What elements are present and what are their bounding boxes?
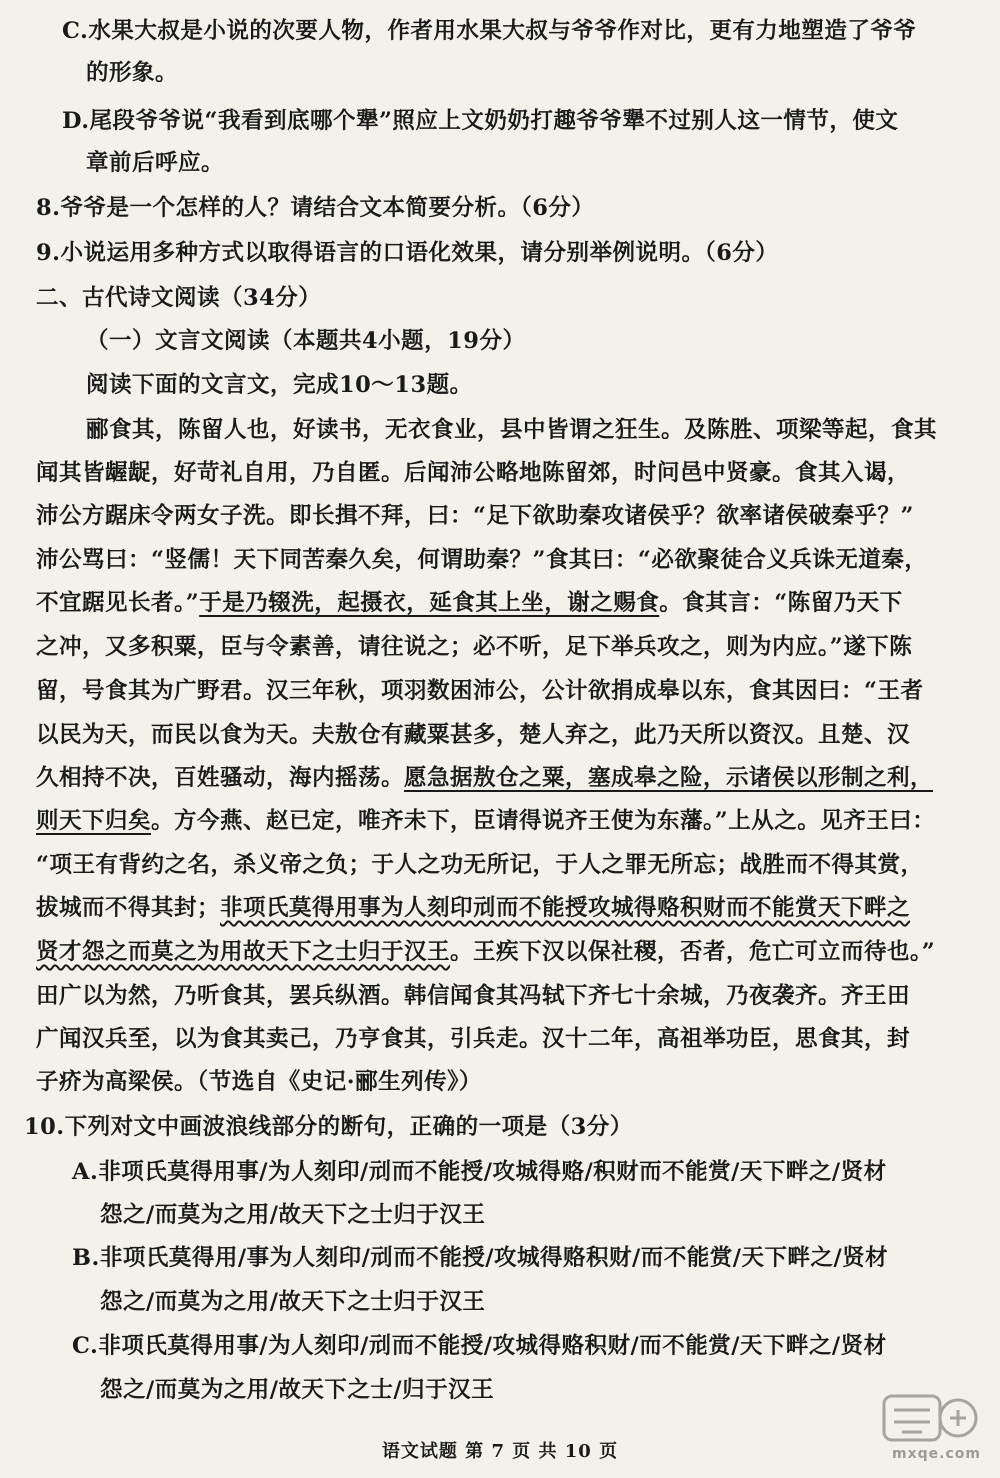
passage-line: 子疥为高梁侯。（节选自《史记·郦生列传》） (36, 1069, 482, 1095)
passage-text: 久相持不决，百姓骚动，海内摇荡。 (36, 765, 405, 791)
question-9: 9.小说运用多种方式以取得语言的口语化效果，请分别举例说明。（6分） (36, 240, 779, 266)
option-d-line1: D.尾段爷爷说“我看到底哪个犟”照应上文奶奶打趣爷爷犟不过别人这一情节，使文 (62, 108, 899, 134)
passage-line: 沛公骂曰：“竖儒！天下同苦秦久矣，何谓助秦？”食其曰：“必欲聚徒合义兵诛无道秦， (36, 547, 928, 573)
section-title-ancient-poetry: 二、古代诗文阅读（34分） (36, 285, 322, 311)
wavy-underlined-section: 非项氏莫得用事为人刻印刓而不能授攻城得赂积财而不能赏天下畔之 (220, 895, 911, 921)
watermark-text: mxqe.com (892, 1446, 981, 1462)
question-8: 8.爷爷是一个怎样的人？请结合文本简要分析。（6分） (36, 195, 595, 221)
passage-text: 。王疾下汉以保社稷，否者，危亡可立而待也。” (450, 939, 936, 965)
option-a-line2: 怨之/而莫为之用/故天下之士归于汉王 (100, 1202, 486, 1228)
subsection-title-classical-chinese: （一）文言文阅读（本题共4小题，19分） (86, 328, 526, 354)
underlined-sentence-2-end: 则天下归矣 (36, 808, 152, 834)
wavy-underlined-section-end: 贤才怨之而莫之为用故天下之士归于汉王 (36, 939, 451, 965)
option-a-line1: A.非项氏莫得用事/为人刻印/刓而不能授/攻城得赂/积财而不能赏/天下畔之/贤材 (72, 1159, 887, 1185)
option-b-line1: B.非项氏莫得用/事为人刻印/刓而不能授/攻城得赂积财/而不能赏/天下畔之/贤材 (72, 1245, 889, 1271)
passage-line (36, 893, 1000, 923)
passage-line: 郦食其，陈留人也，好读书，无衣食业，县中皆谓之狂生。及陈胜、项梁等起，食其 (86, 417, 938, 443)
underlined-sentence-2: 愿急据敖仓之粟，塞成皋之险，示诸侯以形制之利， (404, 765, 934, 791)
passage-text: 不宜踞见长者。” (36, 590, 200, 616)
reading-instruction: 阅读下面的文言文，完成10～13题。 (86, 372, 473, 398)
watermark-logo (880, 1390, 980, 1468)
passage-line: 沛公方踞床令两女子洗。即长揖不拜，曰：“足下欲助秦攻诸侯乎？欲率诸侯破秦乎？” (36, 503, 914, 529)
option-c-line1-q10: C.非项氏莫得用事/为人刻印/刓而不能授/攻城得赂积财/而不能赏/天下畔之/贤材 (72, 1333, 887, 1359)
passage-line (36, 588, 1000, 618)
seal-icon (880, 1390, 980, 1446)
option-b-line2: 怨之/而莫为之用/故天下之士归于汉王 (100, 1289, 486, 1315)
passage-text: 。食其言：“陈留乃天下 (659, 590, 903, 616)
passage-line: 田广以为然，乃听食其，罢兵纵酒。韩信闻食其冯轼下齐七十余城，乃夜袭齐。齐王田 (36, 983, 911, 1009)
passage-text: 。方今燕、赵已定，唯齐未下，臣请得说齐王使为东藩。”上从之。见齐王曰： (151, 808, 936, 834)
passage-line: 之冲，又多积粟，臣与令素善，请往说之；必不听，足下举兵攻之，则为内应。”遂下陈 (36, 634, 913, 660)
passage-line (36, 763, 1000, 793)
passage-line: “项王有背约之名，杀义帝之负；于人之功无所记，于人之罪无所忘；战胜而不得其赏， (36, 852, 924, 878)
option-d-line2: 章前后呼应。 (86, 150, 225, 176)
page-footer: 语文试题 第 7 页 共 10 页 (381, 1441, 619, 1462)
question-10-stem: 10.下列对文中画波浪线部分的断句，正确的一项是（3分） (24, 1114, 633, 1140)
option-c-line1: C.水果大叔是小说的次要人物，作者用水果大叔与爷爷作对比，更有力地塑造了爷爷 (62, 18, 917, 44)
passage-text: 拔城而不得其封； (36, 895, 221, 921)
underlined-sentence-1: 于是乃辍洗，起摄衣，延食其上坐，谢之赐食 (199, 590, 660, 616)
option-c-line2-q10: 怨之/而莫为之用/故天下之士/归于汉王 (100, 1377, 495, 1403)
passage-line: 闻其皆龌龊，好苛礼自用，乃自匿。后闻沛公略地陈留郊，时问邑中贤豪。食其入谒， (36, 460, 911, 486)
passage-line (36, 806, 1000, 836)
passage-line: 以民为天，而民以食为天。夫敖仓有藏粟甚多，楚人弃之，此乃天所以资汉。且楚、汉 (36, 722, 911, 748)
option-c-line2: 的形象。 (86, 60, 179, 86)
passage-line: 留，号食其为广野君。汉三年秋，项羽数困沛公，公计欲捐成皋以东，食其因曰：“王者 (36, 678, 924, 704)
passage-line (36, 937, 1000, 967)
passage-line: 广闻汉兵至，以为食其卖己，乃亨食其，引兵走。汉十二年，高祖举功臣，思食其，封 (36, 1026, 911, 1052)
